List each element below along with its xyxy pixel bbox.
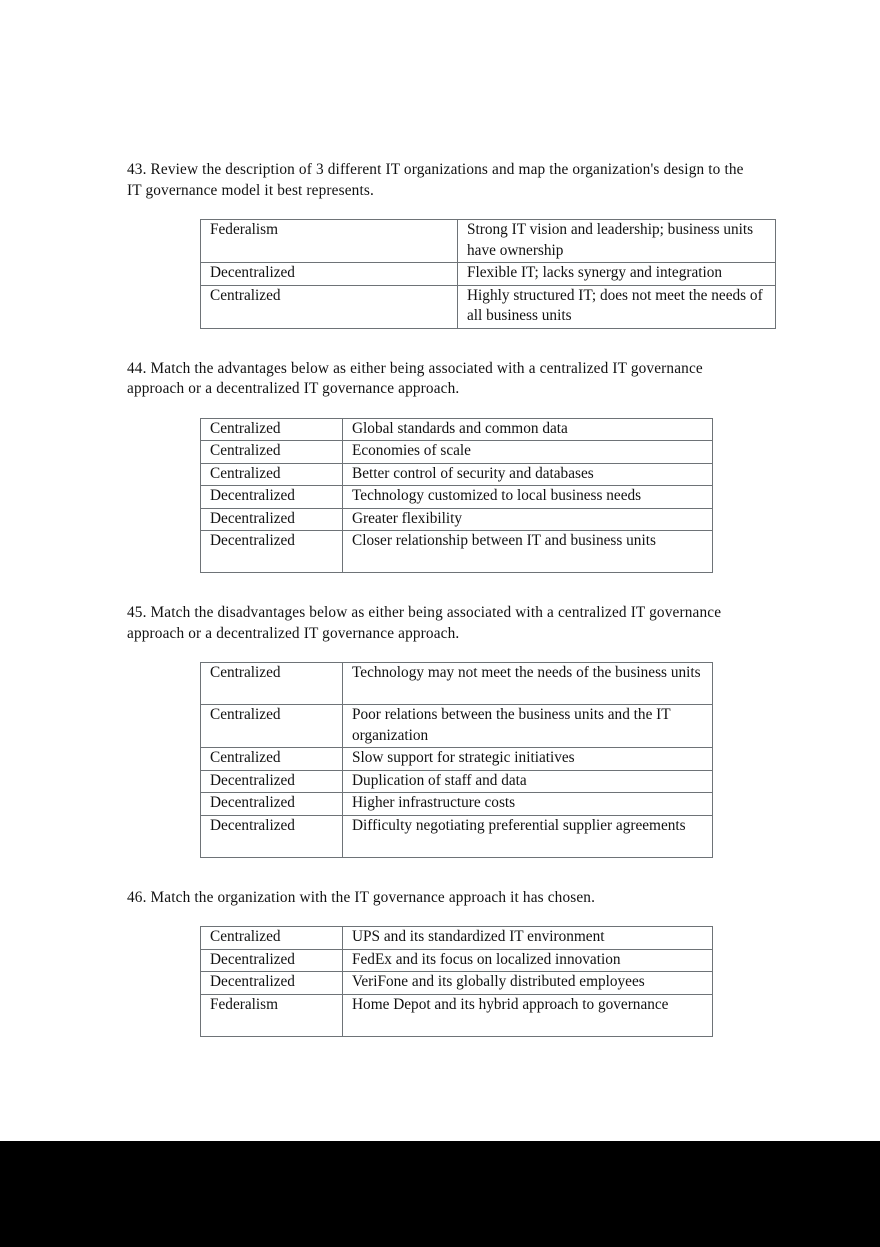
question-block-44 [127,359,747,574]
table-cell-description: Flexible IT; lacks synergy and integration [458,263,776,286]
table-cell-description: Poor relations between the business units and the IT organization [343,705,713,748]
table-row [201,949,713,972]
table-cell-description: Slow support for strategic initiatives [343,748,713,771]
table-cell-description: UPS and its standardized IT environment [343,927,713,950]
table-row [201,770,713,793]
table-cell-description: Better control of security and databases [343,463,713,486]
matching-table-43 [200,219,776,329]
page-bottom-black-bar [0,1141,880,1247]
table-cell-model: Centralized [201,285,458,328]
table-wrapper-44 [200,418,747,574]
table-cell-model: Decentralized [201,770,343,793]
table-row [201,705,713,748]
table-row [201,263,776,286]
table-cell-description: Higher infrastructure costs [343,793,713,816]
table-row [201,463,713,486]
question-text-44: 44. Match the advantages below as either being associated with a centralized IT governance approach or a decentralized IT governance approach. [127,359,703,397]
table-cell-model: Decentralized [201,949,343,972]
question-block-43 [127,160,763,329]
table-cell-model: Federalism [201,220,458,263]
table-cell-description: Technology may not meet the needs of the business units [343,663,713,705]
table-cell-description: Duplication of staff and data [343,770,713,793]
table-cell-description: Closer relationship between IT and business units [343,531,713,573]
table-wrapper-45 [200,662,747,858]
table-row [201,815,713,857]
table-wrapper-43 [200,219,763,329]
table-cell-model: Decentralized [201,815,343,857]
question-text-46: 46. Match the organization with the IT governance approach it has chosen. [127,888,596,906]
table-cell-description: Difficulty negotiating preferential supplier agreements [343,815,713,857]
matching-table-44 [200,418,713,574]
table-wrapper-46 [200,926,747,1037]
table-row [201,508,713,531]
table-cell-description: Economies of scale [343,441,713,464]
table-cell-model: Decentralized [201,531,343,573]
table-cell-model: Centralized [201,705,343,748]
table-cell-description: Technology customized to local business needs [343,486,713,509]
matching-table-45 [200,662,713,858]
table-row [201,486,713,509]
table-cell-description: Greater flexibility [343,508,713,531]
table-cell-model: Decentralized [201,508,343,531]
table-row [201,748,713,771]
section-gap [127,573,747,603]
table-cell-model: Centralized [201,748,343,771]
question-block-45 [127,603,747,858]
table-cell-model: Decentralized [201,263,458,286]
table-row [201,972,713,995]
table-cell-description: Home Depot and its hybrid approach to governance [343,994,713,1036]
table-row [201,793,713,816]
question-block-46 [127,888,747,1037]
section-gap [127,858,747,888]
table-cell-model: Centralized [201,418,343,441]
table-cell-model: Centralized [201,463,343,486]
table-row [201,285,776,328]
table-cell-model: Decentralized [201,972,343,995]
table-cell-model: Centralized [201,441,343,464]
table-cell-description: Global standards and common data [343,418,713,441]
table-cell-model: Decentralized [201,486,343,509]
table-cell-model: Centralized [201,663,343,705]
table-cell-model: Decentralized [201,793,343,816]
table-row [201,220,776,263]
table-row [201,418,713,441]
table-row [201,927,713,950]
matching-table-46 [200,926,713,1037]
table-row [201,441,713,464]
section-gap [127,329,747,359]
table-row [201,994,713,1036]
table-cell-model: Centralized [201,927,343,950]
table-row [201,663,713,705]
question-text-43: 43. Review the description of 3 different IT organizations and map the organization's design to the IT governance model it best represents. [127,161,744,199]
table-cell-model: Federalism [201,994,343,1036]
table-cell-description: FedEx and its focus on localized innovation [343,949,713,972]
table-cell-description: Highly structured IT; does not meet the needs of all business units [458,285,776,328]
document-content [127,160,763,1037]
table-cell-description: Strong IT vision and leadership; business units have ownership [458,220,776,263]
question-text-45: 45. Match the disadvantages below as either being associated with a centralized IT governance approach or a decentralized IT governance approach. [127,604,722,642]
table-row [201,531,713,573]
table-cell-description: VeriFone and its globally distributed employees [343,972,713,995]
